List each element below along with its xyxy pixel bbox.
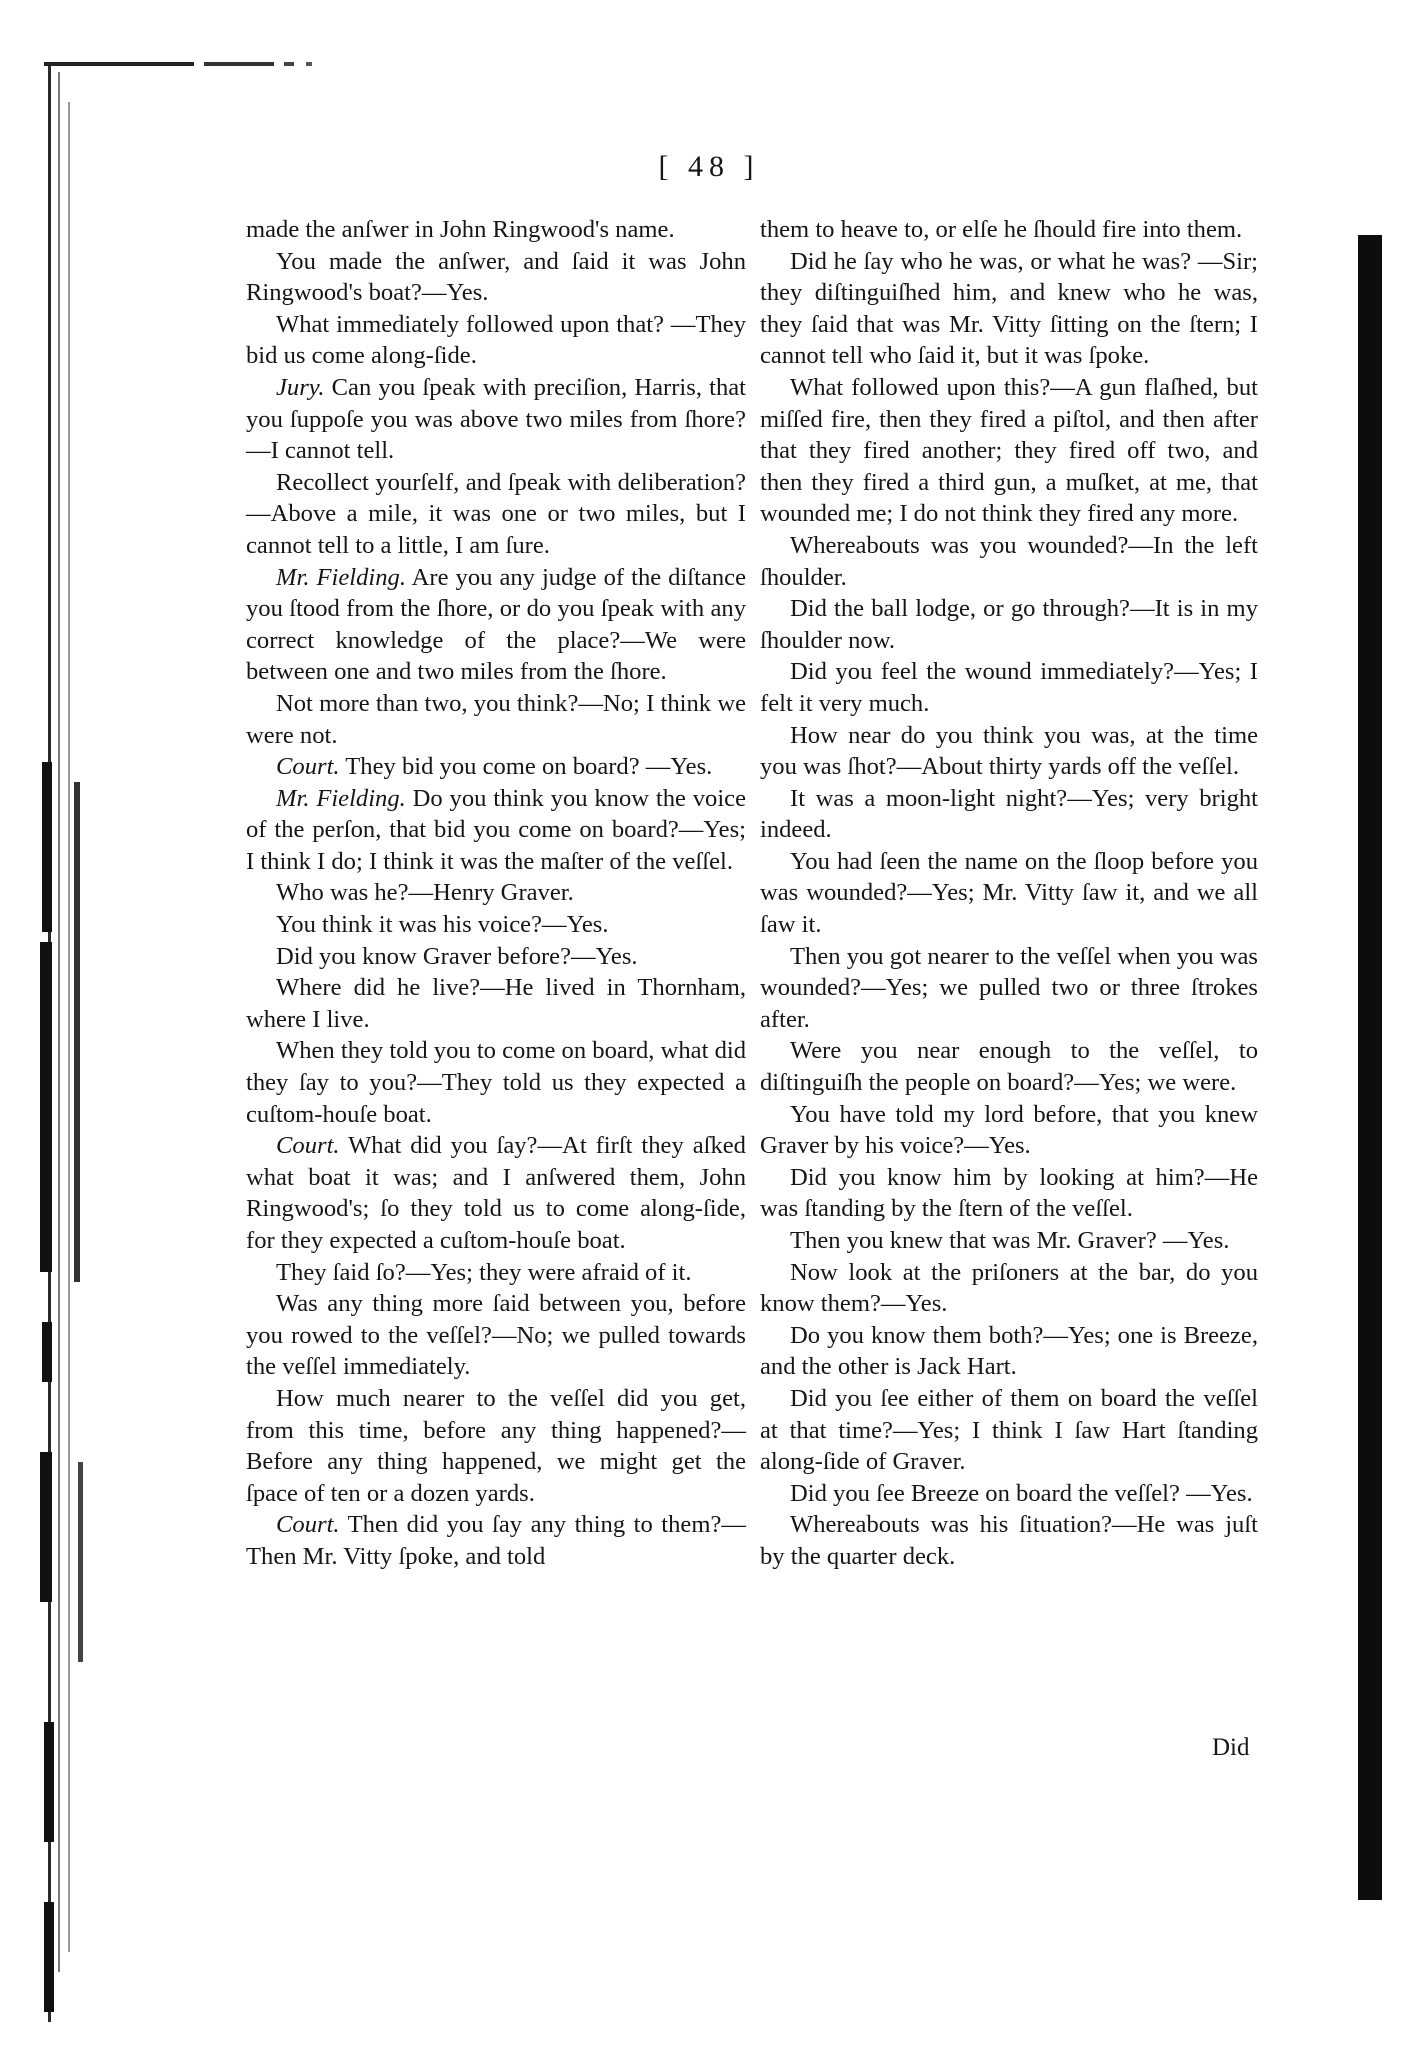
paragraph: [760, 530, 1258, 593]
paragraph-text: What followed upon this?—A gun flaſhed, but miſſed fire, then they fired a piſtol, and then after that they fired another; they fired off two, and then they fired a third gun, a muſket, at me, that wounded me; I do not think they fired any more.: [760, 373, 1258, 528]
paragraph: [246, 1288, 746, 1383]
paragraph: [246, 688, 746, 751]
speaker-label: Court.: [276, 753, 340, 781]
left-column: [246, 214, 746, 1573]
paragraph-text: Do you know them both?—Yes; one is Breeze, and the other is Jack Hart.: [760, 1321, 1258, 1381]
paragraph-text: Then you knew that was Mr. Graver? —Yes.: [790, 1227, 1230, 1254]
paragraph: [760, 656, 1258, 719]
paragraph-text: You think it was his voice?—Yes.: [276, 911, 609, 939]
paragraph: [760, 846, 1258, 941]
paragraph: [246, 309, 746, 372]
paragraph-text: Not more than two, you think?—No; I think we were not.: [246, 689, 746, 749]
paragraph-text: Did he ſay who he was, or what he was? —Sir; they diſtinguiſhed him, and knew who he was, they ſaid that was Mr. Vitty ſitting on the ſtern; I cannot tell who ſaid it, but it was ſpoke.: [760, 247, 1258, 370]
paragraph-text: They bid you come on board? —Yes.: [345, 753, 713, 781]
paragraph-text: Then you got nearer to the veſſel when you was wounded?—Yes; we pulled two or three ſtrokes after.: [760, 942, 1258, 1033]
paragraph: [760, 1225, 1258, 1257]
paragraph-text: Now look at the priſoners at the bar, do you know them?—Yes.: [760, 1258, 1258, 1318]
paragraph-text: Did you feel the wound immediately?—Yes; I felt it very much.: [760, 658, 1258, 717]
paragraph: [760, 1320, 1258, 1383]
paragraph: [246, 1130, 746, 1256]
paragraph-text: How near do you think you was, at the time you was ſhot?—About thirty yards off the veſſel.: [760, 721, 1258, 781]
paragraph-text: Whereabouts was his ſituation?—He was juſt by the quarter deck.: [760, 1511, 1258, 1570]
paragraph-text: Did you know him by looking at him?—He was ſtanding by the ſtern of the veſſel.: [760, 1163, 1258, 1223]
paragraph-text: You had ſeen the name on the ſloop before you was wounded?—Yes; Mr. Vitty ſaw it, and we all ſaw it.: [760, 847, 1258, 939]
paragraph: [760, 1257, 1258, 1320]
paragraph: [760, 720, 1258, 783]
page-header: [ 48 ]: [658, 150, 760, 183]
paragraph: [760, 372, 1258, 530]
paragraph: [246, 214, 746, 246]
paragraph-text: Then did you ſay any thing to them?—Then Mr. Vitty ſpoke, and told: [246, 1511, 746, 1570]
paragraph: [246, 372, 746, 467]
paragraph: [760, 246, 1258, 372]
paragraph: [246, 1257, 746, 1289]
paragraph: [246, 972, 746, 1035]
paragraph-text: How much nearer to the veſſel did you get, from this time, before any thing happened?—Before any thing happened, we might get the ſpace of ten or a dozen yards.: [246, 1384, 746, 1507]
speaker-label: Mr. Fielding.: [276, 563, 406, 591]
catchword: Did: [1212, 1734, 1250, 1761]
paragraph-text: Who was he?—Henry Graver.: [276, 879, 574, 907]
paragraph: [760, 214, 1258, 246]
paragraph-text: Do you think you know the voice of the perſon, that bid you come on board?—Yes; I think I do; I think it was the maſter of the veſſel.: [246, 784, 746, 875]
paragraph: [760, 1383, 1258, 1478]
paragraph: [760, 1162, 1258, 1225]
paragraph-text: Was any thing more ſaid between you, before you rowed to the veſſel?—No; we pulled towards the veſſel immediately.: [246, 1290, 746, 1381]
paragraph-text: Recollect yourſelf, and ſpeak with deliberation?—Above a mile, it was one or two miles, but I cannot tell to a little, I am ſure.: [246, 468, 746, 559]
paragraph-text: Did you ſee Breeze on board the veſſel? —Yes.: [790, 1479, 1253, 1507]
paragraph-text: It was a moon-light night?—Yes; very bright indeed.: [760, 784, 1258, 844]
paragraph: [760, 1478, 1258, 1510]
paragraph: [246, 1035, 746, 1130]
scan-edge-right: [1358, 235, 1382, 1900]
paragraph: [246, 877, 746, 909]
paragraph-text: made the anſwer in John Ringwood's name.: [246, 216, 675, 243]
paragraph-text: Did the ball lodge, or go through?—It is in my ſhoulder now.: [760, 595, 1258, 654]
paragraph: [246, 1509, 746, 1572]
paragraph-text: Were you near enough to the veſſel, to diſtinguiſh the people on board?—Yes; we were.: [760, 1037, 1258, 1097]
paragraph: [760, 1099, 1258, 1162]
paragraph: [760, 1035, 1258, 1098]
paragraph: [246, 562, 746, 688]
paragraph-text: You have told my lord before, that you knew Graver by his voice?—Yes.: [760, 1100, 1258, 1160]
paragraph-text: You made the anſwer, and ſaid it was John Ringwood's boat?—Yes.: [246, 247, 746, 307]
paragraph: [246, 1383, 746, 1509]
paragraph-text: Whereabouts was you wounded?—In the left ſhoulder.: [760, 531, 1258, 591]
paragraph: [246, 941, 746, 973]
paragraph-text: Are you any judge of the diſtance you ſtood from the ſhore, or do you ſpeak with any correct knowledge of the place?—We were between one and two miles from the ſhore.: [246, 563, 747, 686]
paragraph-text: What immediately followed upon that? —They bid us come along-ſide.: [246, 310, 746, 370]
paragraph: [246, 246, 746, 309]
speaker-label: Court.: [276, 1132, 340, 1160]
speaker-label: Mr. Fielding.: [276, 784, 406, 812]
paragraph-text: Where did he live?—He lived in Thornham, where I live.: [246, 974, 746, 1033]
paragraph: [760, 941, 1258, 1036]
paragraph-text: When they told you to come on board, what did they ſay to you?—They told us they expected a cuſtom-houſe boat.: [246, 1037, 746, 1128]
paragraph-text: Can you ſpeak with preciſion, Harris, that you ſuppoſe you was above two miles from ſhore?—I cannot tell.: [246, 373, 746, 465]
right-column: [760, 214, 1258, 1573]
paragraph-text: What did you ſay?—At firſt they aſked what boat it was; and I anſwered them, John Ringwood's; ſo they told us to come along-ſide, for they expected a cuſtom-houſe boat.: [246, 1132, 746, 1254]
speaker-label: Court.: [276, 1511, 340, 1539]
paragraph-text: them to heave to, or elſe he ſhould fire into them.: [760, 216, 1243, 243]
paragraph: [760, 593, 1258, 656]
paragraph-text: They ſaid ſo?—Yes; they were afraid of it.: [276, 1258, 692, 1286]
paragraph: [246, 783, 746, 878]
paragraph-text: Did you ſee either of them on board the veſſel at that time?—Yes; I think I ſaw Hart ſtanding along-ſide of Graver.: [760, 1384, 1258, 1476]
paragraph-text: Did you know Graver before?—Yes.: [276, 942, 638, 970]
scan-edge-left: [38, 62, 96, 2022]
scan-top-rule: [44, 62, 334, 67]
paragraph: [246, 467, 746, 562]
paragraph: [246, 751, 746, 783]
paragraph: [760, 1509, 1258, 1572]
paragraph: [246, 909, 746, 941]
speaker-label: Jury.: [276, 373, 325, 401]
paragraph: [760, 783, 1258, 846]
